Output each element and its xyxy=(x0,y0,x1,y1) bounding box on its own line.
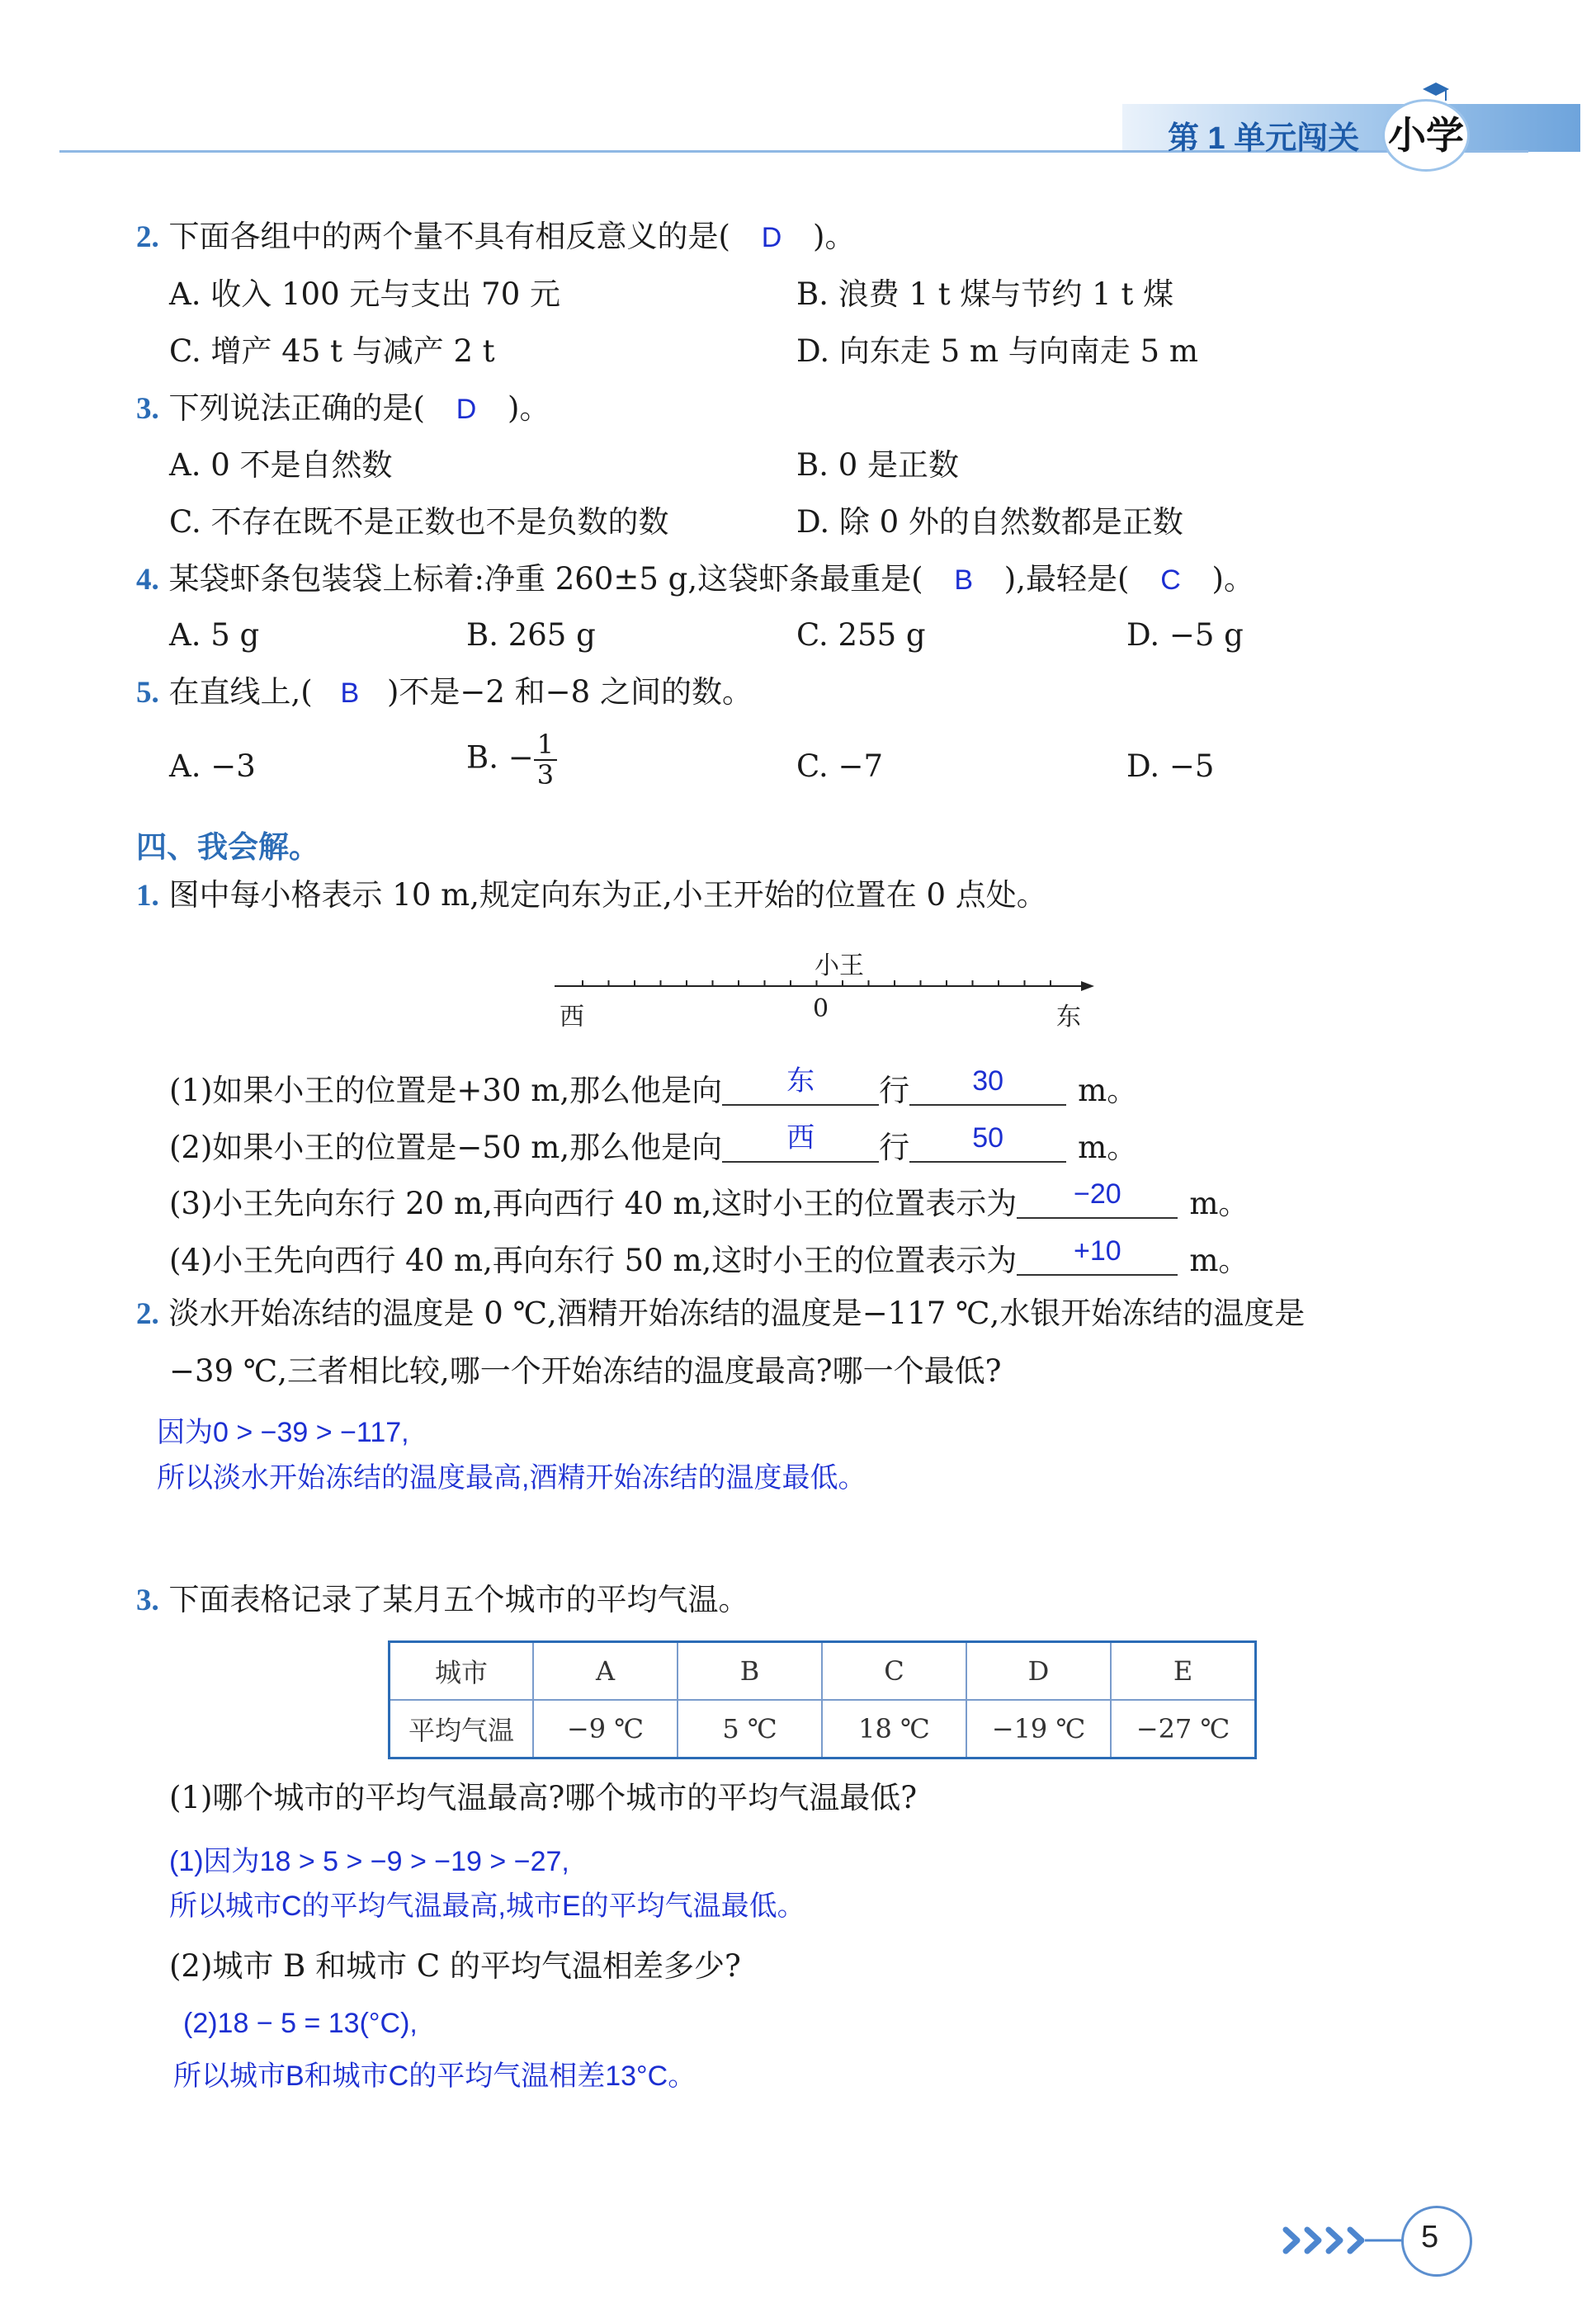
number-line xyxy=(553,949,1098,1040)
subquestion-2: (2)城市 B 和城市 C 的平均气温相差多少? xyxy=(169,1948,741,1984)
question-number: 5. xyxy=(136,676,159,710)
option-a: A. 收入 100 元与支出 70 元 xyxy=(169,276,560,312)
option-d: D. −5 xyxy=(1126,748,1215,784)
question-number: 4. xyxy=(136,563,159,597)
option-a: A. −3 xyxy=(169,748,256,784)
subquestion-1: (1)哪个城市的平均气温最高?哪个城市的平均气温最低? xyxy=(169,1780,918,1815)
table-cell: D xyxy=(966,1642,1111,1701)
option-b: B. 265 g xyxy=(466,617,596,653)
question-stem: 在直线上,( xyxy=(168,674,313,710)
question-3 xyxy=(136,390,550,426)
table-cell: 18 ℃ xyxy=(822,1700,966,1758)
subquestion-text: 行 xyxy=(879,1130,910,1165)
blank-direction[interactable] xyxy=(722,1065,879,1106)
question-stem: 某袋虾条包装袋上标着:净重 260±5 g,这袋虾条最重是( xyxy=(168,561,923,597)
option-d: D. 除 0 外的自然数都是正数 xyxy=(796,504,1183,540)
table-cell: 平均气温 xyxy=(390,1700,534,1758)
problem-line-1: 淡水开始冻结的温度是 0 ℃,酒精开始冻结的温度是−117 ℃,水银开始冻结的温度是 xyxy=(168,1296,1306,1331)
table-header-row xyxy=(390,1642,1256,1701)
subquestion-text: (3)小王先向东行 20 m,再向西行 40 m,这时小王的位置表示为 xyxy=(169,1186,1018,1221)
problem-2 xyxy=(136,1298,1305,1329)
subquestion-2 xyxy=(169,1122,1138,1165)
answer-lightest: C xyxy=(1160,564,1181,596)
subquestion-text: 行 xyxy=(879,1073,910,1108)
blank-position[interactable] xyxy=(1017,1178,1178,1219)
answer: B xyxy=(340,677,360,709)
option-c: C. 不存在既不是正数也不是负数的数 xyxy=(169,504,669,540)
question-5 xyxy=(136,674,753,710)
table-cell: C xyxy=(822,1642,966,1701)
handwritten-answer-4: 所以城市B和城市C的平均气温相差13°C。 xyxy=(173,2060,696,2092)
unit-text: m。 xyxy=(1078,1130,1138,1165)
table-cell: −27 ℃ xyxy=(1111,1700,1256,1758)
option-b-label: B. − xyxy=(466,739,534,776)
problem-number: 2. xyxy=(136,1297,159,1331)
problem-3 xyxy=(136,1584,749,1616)
option-d: D. −5 g xyxy=(1126,617,1244,653)
problem-line-2: −39 ℃,三者相比较,哪一个开始冻结的温度最高?哪一个最低? xyxy=(169,1353,1002,1389)
number-line-west: 西 xyxy=(560,1003,584,1031)
graduation-cap-icon xyxy=(1421,79,1451,104)
blank-position[interactable] xyxy=(1017,1235,1178,1276)
number-line-ticks xyxy=(583,980,1051,986)
fraction-numerator: 1 xyxy=(534,730,557,761)
chevron-arrows-icon xyxy=(1279,2220,1411,2261)
problem-stem: 图中每小格表示 10 m,规定向东为正,小王开始的位置在 0 点处。 xyxy=(168,877,1047,913)
option-d: D. 向东走 5 m 与向南走 5 m xyxy=(796,333,1198,369)
problem-number: 3. xyxy=(136,1584,159,1617)
option-c: C. −7 xyxy=(796,748,884,784)
answer-heaviest: B xyxy=(954,564,974,596)
handwritten-answer-1: (1)因为18 > 5 > −9 > −19 > −27, xyxy=(169,1846,569,1877)
option-c: C. 增产 45 t 与减产 2 t xyxy=(169,333,495,369)
subquestion-text: (4)小王先向西行 40 m,再向东行 50 m,这时小王的位置表示为 xyxy=(169,1243,1018,1278)
problem-1 xyxy=(136,877,1047,913)
answer: D xyxy=(761,222,782,253)
table-row xyxy=(390,1700,1256,1758)
question-stem: 下列说法正确的是( xyxy=(168,390,425,426)
question-end: )。 xyxy=(813,219,856,254)
filled-answer: +10 xyxy=(1073,1235,1121,1267)
filled-answer: −20 xyxy=(1073,1178,1121,1210)
option-a: A. 5 g xyxy=(169,617,260,653)
answer: D xyxy=(456,394,477,425)
question-end: )。 xyxy=(508,390,550,426)
question-mid: ),最轻是( xyxy=(1003,561,1130,597)
table-cell: A xyxy=(533,1642,678,1701)
question-number: 3. xyxy=(136,392,159,426)
table-cell: −19 ℃ xyxy=(966,1700,1111,1758)
unit-text: m。 xyxy=(1189,1243,1249,1278)
filled-answer: 30 xyxy=(972,1065,1004,1097)
blank-direction[interactable] xyxy=(722,1122,879,1163)
question-number: 2. xyxy=(136,220,159,254)
unit-text: m。 xyxy=(1078,1073,1138,1108)
handwritten-answer-2: 所以城市C的平均气温最高,城市E的平均气温最低。 xyxy=(169,1891,805,1922)
question-end: )。 xyxy=(1211,561,1254,597)
filled-answer: 西 xyxy=(786,1122,815,1154)
table-cell: B xyxy=(678,1642,822,1701)
subquestion-text: (1)如果小王的位置是+30 m,那么他是向 xyxy=(169,1073,723,1108)
handwritten-answer-3: (2)18 − 5 = 13(°C), xyxy=(183,2008,418,2039)
number-line-zero: 0 xyxy=(813,994,829,1023)
problem-number: 1. xyxy=(136,879,159,913)
handwritten-answer-1: 因为0 > −39 > −117, xyxy=(157,1417,409,1448)
section-title: 四、我会解。 xyxy=(136,828,319,865)
option-a: A. 0 不是自然数 xyxy=(169,447,393,483)
option-b: B. 浪费 1 t 煤与节约 1 t 煤 xyxy=(796,276,1174,312)
question-2 xyxy=(136,221,855,253)
number-line-person: 小王 xyxy=(815,951,864,980)
option-c: C. 255 g xyxy=(796,617,926,653)
page-number: 5 xyxy=(1421,2220,1439,2254)
filled-answer: 东 xyxy=(786,1065,815,1097)
fraction-denominator: 3 xyxy=(536,759,555,791)
problem-stem: 下面表格记录了某月五个城市的平均气温。 xyxy=(168,1582,749,1617)
question-end: )不是−2 和−8 之间的数。 xyxy=(386,674,753,710)
option-b: B. 0 是正数 xyxy=(796,447,960,483)
unit-text: m。 xyxy=(1189,1186,1249,1221)
fraction xyxy=(534,730,557,790)
table-cell: E xyxy=(1111,1642,1256,1701)
table-cell: 城市 xyxy=(390,1642,534,1701)
option-b xyxy=(466,730,557,790)
number-line-east: 东 xyxy=(1056,1003,1081,1031)
table-cell: 5 ℃ xyxy=(678,1700,822,1758)
subquestion-1 xyxy=(169,1065,1138,1108)
subquestion-4 xyxy=(169,1235,1249,1278)
logo-text: 小学 xyxy=(1388,114,1464,157)
subquestion-3 xyxy=(169,1178,1249,1221)
blank-distance[interactable] xyxy=(909,1122,1066,1163)
temperature-table xyxy=(388,1640,1257,1759)
question-stem: 下面各组中的两个量不具有相反意义的是( xyxy=(168,219,730,254)
filled-answer: 50 xyxy=(972,1122,1004,1154)
handwritten-answer-2: 所以淡水开始冻结的温度最高,酒精开始冻结的温度最低。 xyxy=(157,1462,866,1494)
table-cell: −9 ℃ xyxy=(533,1700,678,1758)
question-4 xyxy=(136,561,1254,597)
subquestion-text: (2)如果小王的位置是−50 m,那么他是向 xyxy=(169,1130,723,1165)
unit-title: 第 1 单元闯关 xyxy=(1168,121,1360,156)
blank-distance[interactable] xyxy=(909,1065,1066,1106)
